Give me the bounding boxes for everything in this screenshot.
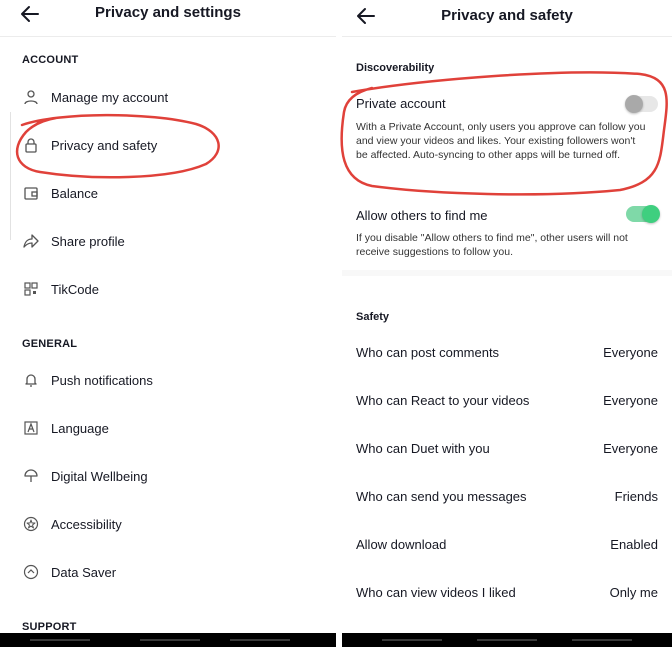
share-icon (22, 232, 40, 250)
qr-code-icon (22, 280, 40, 298)
menu-item-label: Balance (51, 185, 98, 201)
setting-label: Who can view videos I liked (356, 585, 516, 600)
safety-row-download[interactable] (356, 537, 658, 552)
section-safety: Safety (356, 311, 390, 323)
setting-value: Friends (614, 489, 658, 504)
setting-label: Who can React to your videos (356, 393, 530, 408)
setting-label: Who can send you messages (356, 489, 527, 504)
find-me-description: If you disable "Allow others to find me", other users will not receive suggestions to follow you. (356, 232, 628, 258)
menu-item-accessibility[interactable] (22, 512, 122, 536)
nav-indicator (140, 639, 200, 641)
header (342, 0, 672, 36)
nav-indicator (30, 639, 90, 641)
nav-indicator (382, 639, 442, 641)
menu-item-digital-wellbeing[interactable] (22, 464, 148, 488)
section-separator (342, 270, 672, 276)
private-account-description: With a Private Account, only users you approve can follow you and view your videos and likes. Your existing followers won't be affected. Auto-syncing to other apps will be turned off. (356, 121, 646, 161)
language-icon (22, 419, 40, 437)
setting-value: Enabled (610, 537, 658, 552)
menu-item-privacy-safety[interactable] (22, 133, 157, 157)
page-title: Privacy and settings (95, 4, 241, 21)
person-icon (22, 88, 40, 106)
divider (0, 36, 336, 37)
menu-item-language[interactable] (22, 416, 109, 440)
header (0, 0, 336, 36)
toggle-knob (625, 95, 643, 113)
wallet-icon (22, 184, 40, 202)
accessibility-icon (22, 515, 40, 533)
privacy-safety-panel (342, 0, 672, 647)
setting-label: Allow download (356, 537, 447, 552)
page-title: Privacy and safety (441, 7, 573, 24)
menu-item-label: Data Saver (51, 564, 117, 580)
menu-item-label: Privacy and safety (51, 137, 158, 153)
nav-indicator (477, 639, 537, 641)
menu-item-label: Language (51, 420, 109, 436)
scroll-indicator (10, 112, 11, 240)
private-account-row[interactable] (356, 96, 658, 111)
find-me-label: Allow others to find me (356, 208, 488, 223)
navigation-bar (342, 633, 672, 647)
setting-label: Who can post comments (356, 345, 500, 360)
nav-indicator (230, 639, 290, 641)
menu-item-balance[interactable] (22, 181, 98, 205)
lock-icon (22, 136, 40, 154)
setting-value: Only me (609, 585, 658, 600)
safety-row-comments[interactable] (356, 345, 658, 360)
data-saver-icon (22, 563, 40, 581)
section-general: GENERAL (22, 338, 78, 350)
setting-value: Everyone (603, 345, 658, 360)
menu-item-label: TikCode (51, 281, 99, 297)
safety-row-duet[interactable] (356, 441, 658, 456)
navigation-bar (0, 633, 336, 647)
section-account: ACCOUNT (22, 54, 79, 66)
menu-item-tikcode[interactable] (22, 277, 99, 301)
safety-row-react[interactable] (356, 393, 658, 408)
divider (342, 36, 672, 37)
bell-icon (22, 371, 40, 389)
safety-row-liked-videos[interactable] (356, 585, 658, 600)
private-account-toggle[interactable] (626, 96, 658, 112)
toggle-knob (642, 205, 660, 223)
menu-item-label: Digital Wellbeing (51, 468, 148, 484)
section-discoverability: Discoverability (356, 62, 435, 74)
menu-item-label: Manage my account (51, 89, 169, 105)
menu-item-manage-account[interactable] (22, 85, 168, 109)
private-account-label: Private account (356, 96, 446, 111)
setting-value: Everyone (603, 393, 658, 408)
setting-label: Who can Duet with you (356, 441, 490, 456)
menu-item-data-saver[interactable] (22, 560, 116, 584)
section-support: SUPPORT (22, 621, 77, 633)
setting-value: Everyone (603, 441, 658, 456)
menu-item-share-profile[interactable] (22, 229, 125, 253)
menu-item-push-notifications[interactable] (22, 368, 153, 392)
find-me-toggle[interactable] (626, 206, 658, 222)
menu-item-label: Accessibility (51, 516, 122, 532)
nav-indicator (572, 639, 632, 641)
menu-item-label: Share profile (51, 233, 125, 249)
umbrella-icon (22, 467, 40, 485)
safety-row-messages[interactable] (356, 489, 658, 504)
find-me-row[interactable] (356, 208, 658, 223)
menu-item-label: Push notifications (51, 372, 153, 388)
